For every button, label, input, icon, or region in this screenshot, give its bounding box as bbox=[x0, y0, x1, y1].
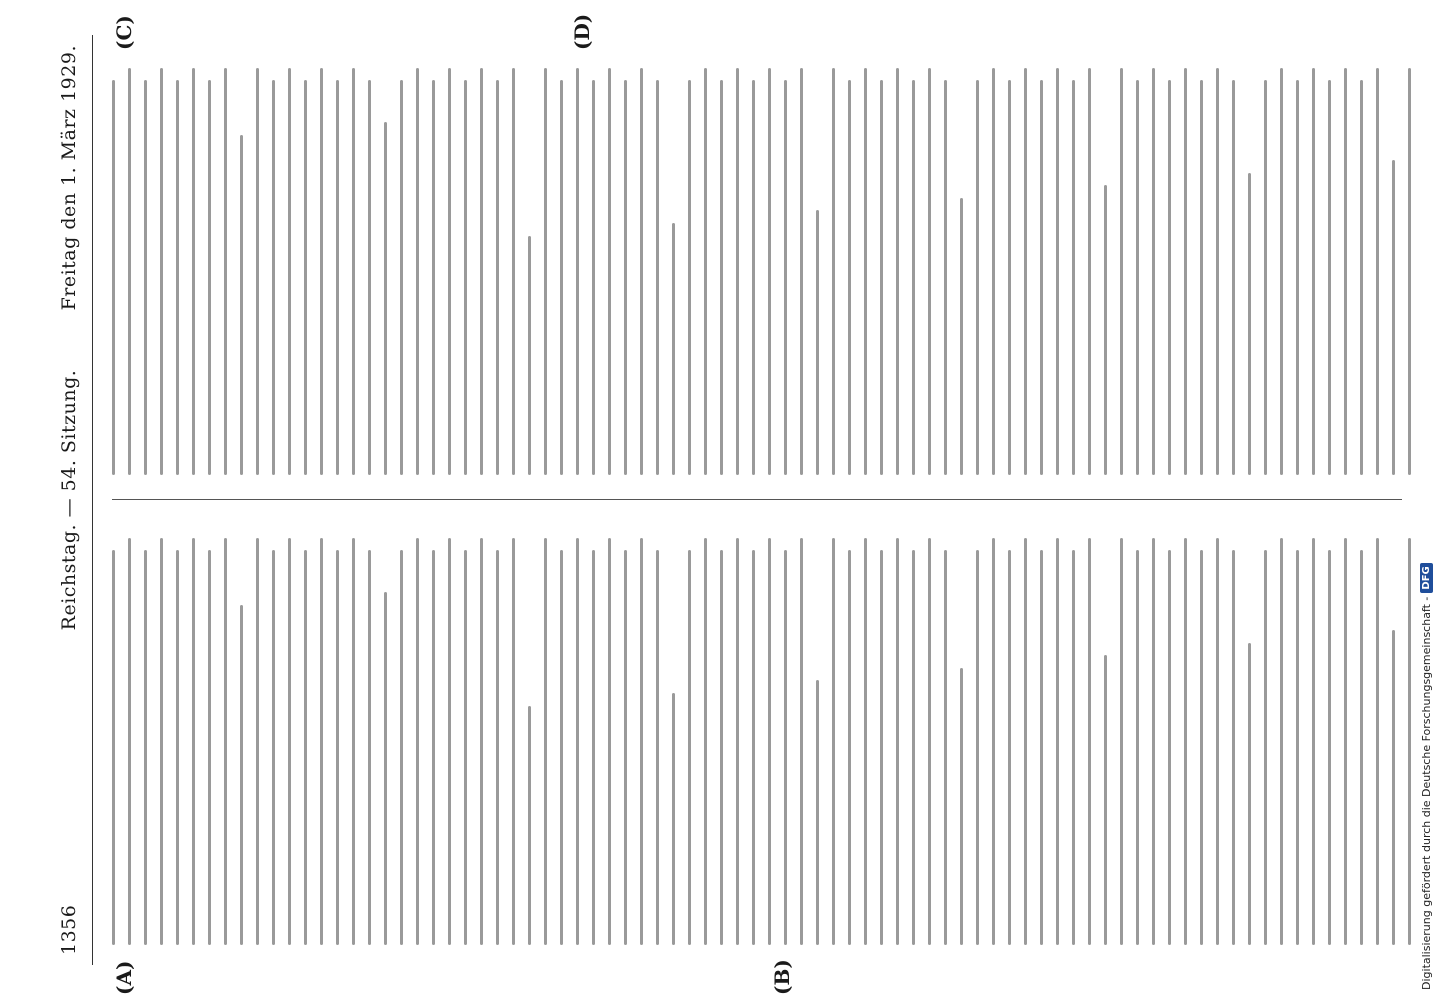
text-line-placeholder bbox=[992, 538, 995, 945]
text-line-placeholder bbox=[1072, 80, 1075, 475]
text-line-placeholder bbox=[784, 550, 787, 945]
text-line-placeholder bbox=[912, 550, 915, 945]
text-line-placeholder bbox=[432, 550, 435, 945]
text-line-placeholder bbox=[144, 80, 147, 475]
text-line-placeholder bbox=[1216, 538, 1219, 945]
text-line-placeholder bbox=[624, 550, 627, 945]
text-line-placeholder bbox=[928, 68, 931, 475]
left-column bbox=[112, 525, 1412, 945]
text-line-placeholder bbox=[1168, 550, 1171, 945]
text-line-placeholder bbox=[816, 680, 819, 945]
text-line-placeholder bbox=[672, 693, 675, 945]
text-line-placeholder bbox=[1088, 68, 1091, 475]
text-line-placeholder bbox=[928, 538, 931, 945]
text-line-placeholder bbox=[1152, 538, 1155, 945]
text-line-placeholder bbox=[240, 135, 243, 475]
text-line-placeholder bbox=[560, 80, 563, 475]
text-line-placeholder bbox=[272, 80, 275, 475]
text-line-placeholder bbox=[448, 538, 451, 945]
session-title: Reichstag. — 54. Sitzung. bbox=[58, 369, 80, 631]
text-line-placeholder bbox=[576, 68, 579, 475]
margin-marker-a: (A) bbox=[112, 960, 136, 995]
text-line-placeholder bbox=[240, 605, 243, 945]
text-line-placeholder bbox=[400, 80, 403, 475]
text-line-placeholder bbox=[464, 80, 467, 475]
text-line-placeholder bbox=[432, 80, 435, 475]
text-line-placeholder bbox=[800, 68, 803, 475]
text-line-placeholder bbox=[560, 550, 563, 945]
text-line-placeholder bbox=[704, 538, 707, 945]
text-line-placeholder bbox=[1040, 550, 1043, 945]
text-line-placeholder bbox=[1232, 550, 1235, 945]
text-line-placeholder bbox=[1056, 68, 1059, 475]
text-line-placeholder bbox=[128, 68, 131, 475]
text-line-placeholder bbox=[1168, 80, 1171, 475]
text-line-placeholder bbox=[1152, 68, 1155, 475]
text-line-placeholder bbox=[160, 538, 163, 945]
text-line-placeholder bbox=[304, 550, 307, 945]
text-line-placeholder bbox=[256, 538, 259, 945]
text-line-placeholder bbox=[608, 538, 611, 945]
text-line-placeholder bbox=[1024, 68, 1027, 475]
text-line-placeholder bbox=[1008, 80, 1011, 475]
text-line-placeholder bbox=[1312, 538, 1315, 945]
text-line-placeholder bbox=[1200, 80, 1203, 475]
text-line-placeholder bbox=[1312, 68, 1315, 475]
text-line-placeholder bbox=[1360, 550, 1363, 945]
text-line-placeholder bbox=[1136, 550, 1139, 945]
text-line-placeholder bbox=[816, 210, 819, 475]
text-line-placeholder bbox=[896, 68, 899, 475]
text-line-placeholder bbox=[592, 550, 595, 945]
text-line-placeholder bbox=[592, 80, 595, 475]
text-line-placeholder bbox=[1056, 538, 1059, 945]
text-line-placeholder bbox=[976, 550, 979, 945]
text-line-placeholder bbox=[448, 68, 451, 475]
text-line-placeholder bbox=[128, 538, 131, 945]
text-line-placeholder bbox=[272, 550, 275, 945]
digitization-notice bbox=[1420, 563, 1433, 990]
text-line-placeholder bbox=[1232, 80, 1235, 475]
text-line-placeholder bbox=[496, 80, 499, 475]
text-line-placeholder bbox=[992, 68, 995, 475]
text-line-placeholder bbox=[768, 538, 771, 945]
text-line-placeholder bbox=[208, 550, 211, 945]
text-line-placeholder bbox=[368, 550, 371, 945]
text-line-placeholder bbox=[192, 538, 195, 945]
text-line-placeholder bbox=[1184, 68, 1187, 475]
text-line-placeholder bbox=[1008, 550, 1011, 945]
text-line-placeholder bbox=[112, 550, 115, 945]
text-line-placeholder bbox=[416, 68, 419, 475]
text-line-placeholder bbox=[1408, 68, 1411, 475]
text-line-placeholder bbox=[1216, 68, 1219, 475]
text-line-placeholder bbox=[960, 198, 963, 475]
text-line-placeholder bbox=[320, 68, 323, 475]
text-line-placeholder bbox=[528, 706, 531, 945]
text-line-placeholder bbox=[384, 122, 387, 475]
text-line-placeholder bbox=[1088, 538, 1091, 945]
text-line-placeholder bbox=[192, 68, 195, 475]
text-line-placeholder bbox=[800, 538, 803, 945]
text-line-placeholder bbox=[688, 550, 691, 945]
text-line-placeholder bbox=[1296, 80, 1299, 475]
text-line-placeholder bbox=[864, 68, 867, 475]
session-date: Freitag den 1. März 1929. bbox=[58, 45, 80, 311]
text-line-placeholder bbox=[896, 538, 899, 945]
margin-marker-c: (C) bbox=[112, 15, 136, 50]
text-line-placeholder bbox=[704, 68, 707, 475]
margin-marker-b: (B) bbox=[770, 959, 794, 995]
text-line-placeholder bbox=[736, 538, 739, 945]
text-line-placeholder bbox=[1200, 550, 1203, 945]
text-line-placeholder bbox=[1328, 550, 1331, 945]
text-line-placeholder bbox=[176, 80, 179, 475]
text-line-placeholder bbox=[1360, 80, 1363, 475]
text-line-placeholder bbox=[944, 80, 947, 475]
text-line-placeholder bbox=[480, 538, 483, 945]
text-line-placeholder bbox=[336, 550, 339, 945]
text-line-placeholder bbox=[336, 80, 339, 475]
text-line-placeholder bbox=[608, 68, 611, 475]
text-line-placeholder bbox=[576, 538, 579, 945]
text-line-placeholder bbox=[880, 80, 883, 475]
text-line-placeholder bbox=[368, 80, 371, 475]
text-line-placeholder bbox=[960, 668, 963, 945]
text-line-placeholder bbox=[384, 592, 387, 945]
text-line-placeholder bbox=[288, 68, 291, 475]
text-line-placeholder bbox=[640, 68, 643, 475]
text-line-placeholder bbox=[752, 80, 755, 475]
text-line-placeholder bbox=[352, 538, 355, 945]
margin-marker-d: (D) bbox=[570, 13, 594, 50]
text-line-placeholder bbox=[176, 550, 179, 945]
text-line-placeholder bbox=[1136, 80, 1139, 475]
text-line-placeholder bbox=[912, 80, 915, 475]
text-line-placeholder bbox=[1408, 538, 1411, 945]
text-line-placeholder bbox=[848, 550, 851, 945]
text-line-placeholder bbox=[1344, 68, 1347, 475]
header-rule bbox=[92, 35, 93, 965]
text-line-placeholder bbox=[1280, 538, 1283, 945]
text-line-placeholder bbox=[416, 538, 419, 945]
text-line-placeholder bbox=[1296, 550, 1299, 945]
text-line-placeholder bbox=[544, 68, 547, 475]
dfg-logo: DFG bbox=[1420, 563, 1433, 592]
text-line-placeholder bbox=[1376, 68, 1379, 475]
text-line-placeholder bbox=[224, 538, 227, 945]
text-line-placeholder bbox=[1264, 80, 1267, 475]
page-header bbox=[50, 35, 90, 965]
text-line-placeholder bbox=[1248, 173, 1251, 475]
text-line-placeholder bbox=[304, 80, 307, 475]
text-line-placeholder bbox=[288, 538, 291, 945]
column-divider bbox=[112, 499, 1402, 500]
digitization-text: Digitalisierung gefördert durch die Deutsche Forschungsgemeinschaft - bbox=[1420, 596, 1433, 990]
text-line-placeholder bbox=[1392, 630, 1395, 945]
rotated-page bbox=[50, 13, 1430, 995]
text-line-placeholder bbox=[1344, 538, 1347, 945]
text-line-placeholder bbox=[464, 550, 467, 945]
text-line-placeholder bbox=[864, 538, 867, 945]
text-line-placeholder bbox=[1104, 185, 1107, 475]
text-line-placeholder bbox=[144, 550, 147, 945]
text-line-placeholder bbox=[528, 236, 531, 475]
text-line-placeholder bbox=[832, 68, 835, 475]
text-line-placeholder bbox=[480, 68, 483, 475]
text-line-placeholder bbox=[512, 68, 515, 475]
text-line-placeholder bbox=[496, 550, 499, 945]
text-line-placeholder bbox=[112, 80, 115, 475]
text-line-placeholder bbox=[672, 223, 675, 475]
text-line-placeholder bbox=[1264, 550, 1267, 945]
text-line-placeholder bbox=[976, 80, 979, 475]
text-line-placeholder bbox=[1248, 643, 1251, 945]
text-line-placeholder bbox=[640, 538, 643, 945]
text-line-placeholder bbox=[512, 538, 515, 945]
text-line-placeholder bbox=[720, 550, 723, 945]
text-line-placeholder bbox=[320, 538, 323, 945]
text-line-placeholder bbox=[656, 550, 659, 945]
text-line-placeholder bbox=[720, 80, 723, 475]
text-line-placeholder bbox=[544, 538, 547, 945]
text-line-placeholder bbox=[1184, 538, 1187, 945]
text-line-placeholder bbox=[848, 80, 851, 475]
text-line-placeholder bbox=[1392, 160, 1395, 475]
text-line-placeholder bbox=[832, 538, 835, 945]
text-line-placeholder bbox=[400, 550, 403, 945]
text-line-placeholder bbox=[784, 80, 787, 475]
text-line-placeholder bbox=[880, 550, 883, 945]
text-line-placeholder bbox=[352, 68, 355, 475]
text-line-placeholder bbox=[768, 68, 771, 475]
text-line-placeholder bbox=[1120, 538, 1123, 945]
text-line-placeholder bbox=[1072, 550, 1075, 945]
text-line-placeholder bbox=[1120, 68, 1123, 475]
text-line-placeholder bbox=[688, 80, 691, 475]
text-line-placeholder bbox=[1376, 538, 1379, 945]
text-line-placeholder bbox=[1104, 655, 1107, 945]
text-line-placeholder bbox=[1328, 80, 1331, 475]
text-line-placeholder bbox=[1280, 68, 1283, 475]
text-line-placeholder bbox=[160, 68, 163, 475]
text-line-placeholder bbox=[224, 68, 227, 475]
text-line-placeholder bbox=[752, 550, 755, 945]
text-line-placeholder bbox=[256, 68, 259, 475]
text-line-placeholder bbox=[1040, 80, 1043, 475]
text-line-placeholder bbox=[1024, 538, 1027, 945]
text-line-placeholder bbox=[736, 68, 739, 475]
text-line-placeholder bbox=[208, 80, 211, 475]
right-column bbox=[112, 55, 1412, 475]
text-line-placeholder bbox=[624, 80, 627, 475]
text-line-placeholder bbox=[944, 550, 947, 945]
text-line-placeholder bbox=[656, 80, 659, 475]
page-number: 1356 bbox=[58, 904, 80, 955]
